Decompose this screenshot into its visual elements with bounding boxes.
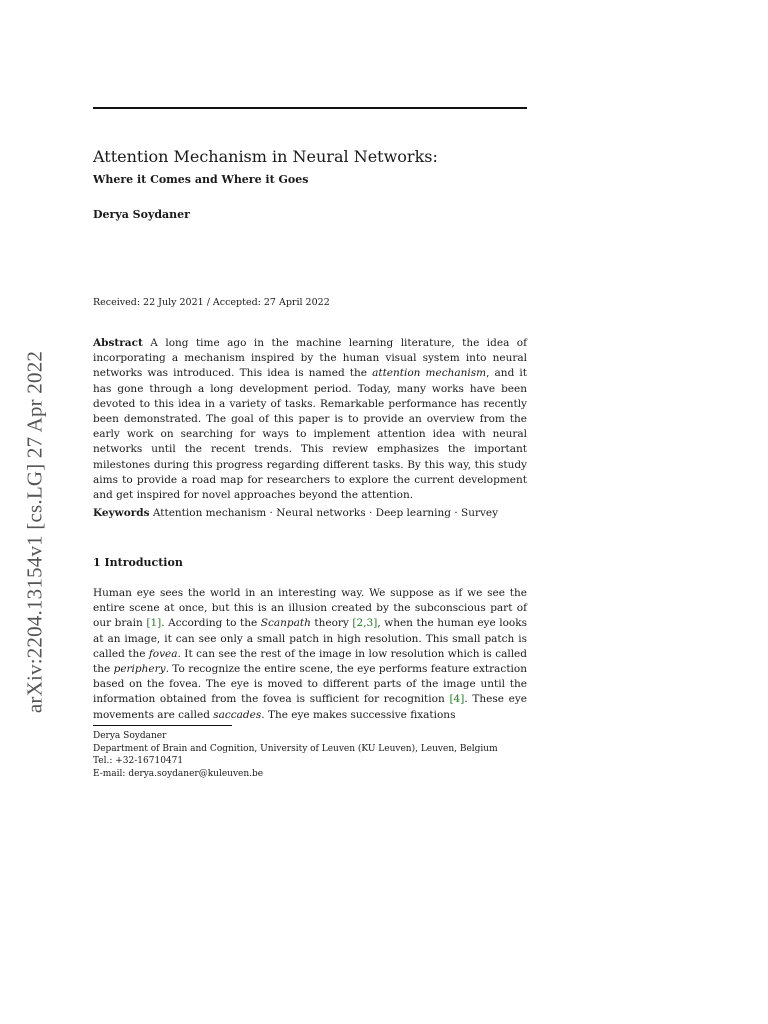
abstract-label: Abstract [93, 337, 143, 349]
footnote-rule [93, 725, 232, 726]
intro-text: . These eye movements are called [93, 693, 527, 721]
intro-text: . To recognize the entire scene, the eye performs feature extraction based on the fovea. The eye is moved to different parts of the image until the information obtained from the fovea is sufficient for recognition [93, 663, 527, 706]
abstract-text-2: , and it has gone through a long development period. Today, many works have been devoted to this idea in a variety of tasks. Remarkable performance has recently been demonstrated. The goal of this paper is to provide an overview from the early work on searching for ways to implement attention idea with neural networks until the recent trends. This review emphasizes the important milestones during this progress regarding different tasks. By this way, this study aims to provide a road map for researchers to explore the current development and get inspired for novel approaches beyond the attention. [93, 367, 527, 502]
intro-text: . The eye makes successive fixations [261, 708, 456, 721]
abstract-term: attention mechanism [372, 367, 487, 380]
received-date: Received: 22 July 2021 / Accepted: 27 April 2022 [93, 297, 330, 308]
keywords-label: Keywords [93, 507, 150, 519]
arxiv-id: arXiv:2204.13154v1 [cs.LG] 27 Apr 2022 [22, 350, 47, 714]
intro-term: saccades [213, 708, 262, 721]
author-footnote [93, 730, 533, 780]
top-rule [93, 107, 527, 109]
abstract-text-1: A long time ago in the machine learning literature, the idea of incorporating a mechanism inspired by the human visual system into neural networks was introduced. This idea is named the [93, 337, 527, 380]
paper-subtitle: Where it Comes and Where it Goes [93, 173, 309, 186]
intro-term: fovea [148, 647, 178, 660]
footnote-email: E-mail: derya.soydaner@kuleuven.be [93, 768, 264, 779]
paper-title: Attention Mechanism in Neural Networks: [93, 147, 438, 166]
intro-text: . It can see the rest of the image in low resolution which is called the [93, 647, 527, 676]
intro-term: Scanpath [260, 617, 311, 630]
section-heading: 1 Introduction [93, 556, 183, 569]
intro-term: periphery [113, 663, 166, 676]
intro-text: . According to the [161, 617, 261, 630]
citation-link[interactable]: [2,3] [352, 617, 378, 630]
keywords [93, 506, 533, 521]
footnote-phone: Tel.: +32-16710471 [93, 756, 184, 766]
citation-link[interactable]: [4] [449, 693, 465, 706]
citation-link[interactable]: [1] [146, 617, 162, 630]
footnote-department: Department of Brain and Cognition, University of Leuven (KU Leuven), Leuven, Belgium [93, 743, 498, 754]
intro-text: theory [310, 617, 353, 630]
footnote-name: Derya Soydaner [93, 731, 167, 741]
intro-text: , when the human eye looks at an image, it can see only a small patch in high resolution. This small patch is called the [93, 617, 527, 660]
intro-paragraph [93, 586, 527, 723]
author-name: Derya Soydaner [93, 208, 190, 221]
intro-text: Human eye sees the world in an interesting way. We suppose as if we see the entire scene at once, but this is an illusion created by the subconscious part of our brain [93, 587, 527, 630]
keywords-text: Attention mechanism · Neural networks · Deep learning · Survey [149, 507, 499, 519]
arxiv-stamp [20, 320, 50, 744]
abstract [93, 336, 527, 503]
